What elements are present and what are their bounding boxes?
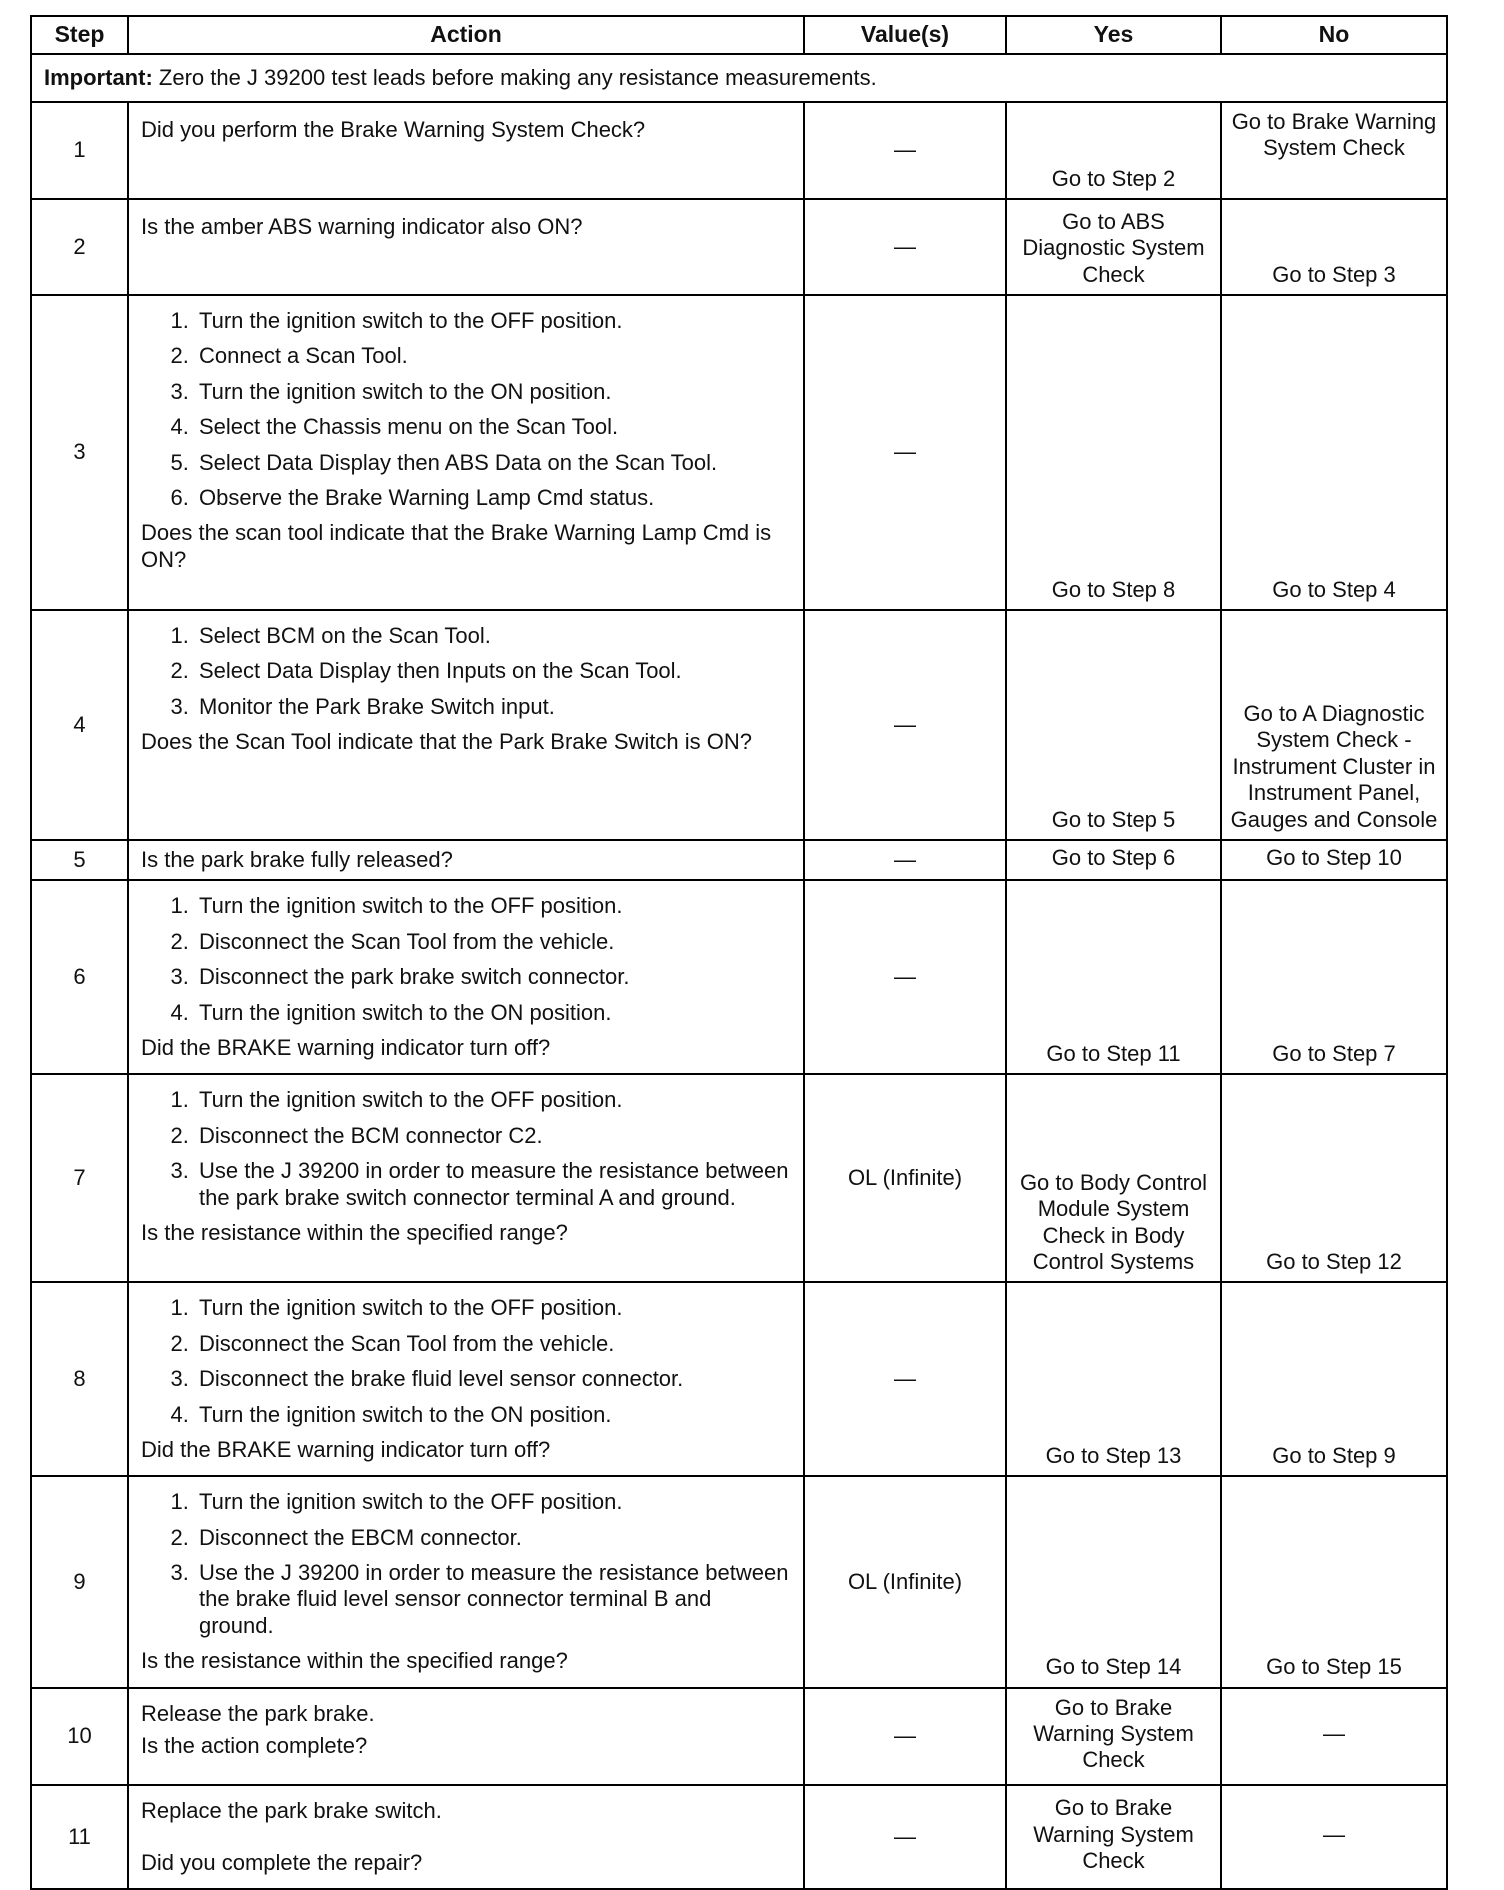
yes-cell: Go to Step 13 [1006,1282,1221,1476]
value-cell: — [804,1785,1006,1890]
action-cell [128,1476,804,1687]
value-cell: — [804,610,1006,840]
question: Is the action complete? [141,1733,368,1759]
instruction-item: 1. Turn the ignition switch to the OFF position. [195,1295,789,1321]
yes-cell: Go to Step 14 [1006,1476,1221,1687]
instruction-item: 1. Turn the ignition switch to the OFF position. [195,1489,789,1515]
yes-cell: Go to Body Control Module System Check in Body Control Systems [1006,1074,1221,1282]
instruction-item: 3. Use the J 39200 in order to measure the resistance between the brake fluid level sensor connector terminal B and ground. [195,1560,789,1639]
instruction-item: 6. Observe the Brake Warning Lamp Cmd status. [195,485,789,511]
value-cell: — [804,1688,1006,1785]
instruction-item: 2. Select Data Display then Inputs on the Scan Tool. [195,658,789,684]
no-cell: Go to A Diagnostic System Check - Instrument Cluster in Instrument Panel, Gauges and Console [1221,610,1447,840]
yes-cell: Go to Step 8 [1006,295,1221,610]
question: Is the park brake fully released? [141,847,453,872]
action-cell [128,840,804,880]
yes-cell: Go to Brake Warning System Check [1006,1785,1221,1890]
step-number: 1 [31,102,128,199]
question: Does the Scan Tool indicate that the Park Brake Switch is ON? [141,729,753,755]
instruction-item: 2. Disconnect the Scan Tool from the vehicle. [195,1331,789,1357]
instruction-list [141,1295,789,1428]
instruction-item: 4. Turn the ignition switch to the ON position. [195,1000,789,1026]
instruction-item: 1. Select BCM on the Scan Tool. [195,623,789,649]
instruction-list [141,1087,789,1211]
table-row [31,102,1447,199]
header-row [31,16,1447,54]
action-cell [128,199,804,295]
action-lead: Replace the park brake switch. [141,1797,442,1823]
step-number: 4 [31,610,128,840]
instruction-item: 3. Turn the ignition switch to the ON position. [195,379,789,405]
question: Did the BRAKE warning indicator turn off? [141,1436,551,1462]
step-number: 11 [31,1785,128,1890]
instruction-item: 4. Turn the ignition switch to the ON position. [195,1402,789,1428]
diagnostic-table [30,15,1448,1890]
no-cell: Go to Step 3 [1221,199,1447,295]
instruction-list [141,893,789,1026]
value-cell: OL (Infinite) [804,1476,1006,1687]
question: Does the scan tool indicate that the Brake Warning Lamp Cmd is ON? [141,520,772,572]
question: Did the BRAKE warning indicator turn off? [141,1034,551,1060]
action-cell [128,1785,804,1890]
table-row [31,1282,1447,1476]
no-cell: — [1221,1688,1447,1785]
step-number: 5 [31,840,128,880]
instruction-list [141,1489,789,1639]
table-row [31,610,1447,840]
value-cell: — [804,199,1006,295]
no-cell: Go to Step 12 [1221,1074,1447,1282]
instruction-item: 2. Connect a Scan Tool. [195,343,789,369]
value-cell: — [804,102,1006,199]
value-cell: — [804,1282,1006,1476]
action-cell [128,880,804,1074]
important-note-row [31,54,1447,102]
question: Is the resistance within the specified range? [141,1219,568,1245]
table-row [31,1476,1447,1687]
yes-cell: Go to Step 2 [1006,102,1221,199]
value-cell: — [804,295,1006,610]
step-number: 9 [31,1476,128,1687]
instruction-item: 2. Disconnect the Scan Tool from the vehicle. [195,929,789,955]
instruction-item: 5. Select Data Display then ABS Data on the Scan Tool. [195,450,789,476]
no-cell: Go to Step 4 [1221,295,1447,610]
instruction-list [141,308,789,511]
instruction-list [141,623,789,720]
action-cell [128,1688,804,1785]
header-no: No [1221,16,1447,54]
table-row [31,840,1447,880]
header-action: Action [128,16,804,54]
yes-cell: Go to Step 6 [1006,840,1221,880]
question: Is the resistance within the specified range? [141,1648,568,1674]
no-cell: Go to Step 10 [1221,840,1447,880]
instruction-item: 2. Disconnect the BCM connector C2. [195,1123,789,1149]
instruction-item: 3. Disconnect the brake fluid level sensor connector. [195,1366,789,1392]
instruction-item: 3. Disconnect the park brake switch connector. [195,964,789,990]
action-cell [128,102,804,199]
step-number: 2 [31,199,128,295]
no-cell: Go to Step 7 [1221,880,1447,1074]
table-row [31,199,1447,295]
table-row [31,1785,1447,1890]
question: Is the amber ABS warning indicator also ON? [141,214,583,239]
table-row [31,880,1447,1074]
instruction-item: 3. Monitor the Park Brake Switch input. [195,694,789,720]
no-cell: Go to Step 15 [1221,1476,1447,1687]
value-cell: — [804,840,1006,880]
table-row [31,1074,1447,1282]
action-cell [128,295,804,610]
important-label: Important: [44,64,153,90]
value-cell: — [804,880,1006,1074]
instruction-item: 3. Use the J 39200 in order to measure the resistance between the park brake switch connector terminal A and ground. [195,1158,789,1211]
yes-cell: Go to Step 5 [1006,610,1221,840]
instruction-item: 1. Turn the ignition switch to the OFF position. [195,308,789,334]
action-lead: Release the park brake. [141,1700,375,1726]
yes-cell: Go to ABS Diagnostic System Check [1006,199,1221,295]
table-row [31,295,1447,610]
action-cell [128,1074,804,1282]
action-cell [128,610,804,840]
question: Did you complete the repair? [141,1850,423,1876]
step-number: 6 [31,880,128,1074]
value-cell: OL (Infinite) [804,1074,1006,1282]
step-number: 3 [31,295,128,610]
header-values: Value(s) [804,16,1006,54]
step-number: 7 [31,1074,128,1282]
instruction-item: 2. Disconnect the EBCM connector. [195,1525,789,1551]
table-row [31,1688,1447,1785]
action-cell [128,1282,804,1476]
header-step: Step [31,16,128,54]
yes-cell: Go to Step 11 [1006,880,1221,1074]
important-note [31,54,1447,102]
important-text: Zero the J 39200 test leads before making any resistance measurements. [158,64,877,90]
no-cell: Go to Step 9 [1221,1282,1447,1476]
step-number: 8 [31,1282,128,1476]
no-cell: Go to Brake Warning System Check [1221,102,1447,199]
yes-cell: Go to Brake Warning System Check [1006,1688,1221,1785]
question: Did you perform the Brake Warning System Check? [141,117,646,142]
instruction-item: 1. Turn the ignition switch to the OFF position. [195,893,789,919]
header-yes: Yes [1006,16,1221,54]
instruction-item: 4. Select the Chassis menu on the Scan Tool. [195,414,789,440]
instruction-item: 1. Turn the ignition switch to the OFF position. [195,1087,789,1113]
step-number: 10 [31,1688,128,1785]
no-cell: — [1221,1785,1447,1890]
